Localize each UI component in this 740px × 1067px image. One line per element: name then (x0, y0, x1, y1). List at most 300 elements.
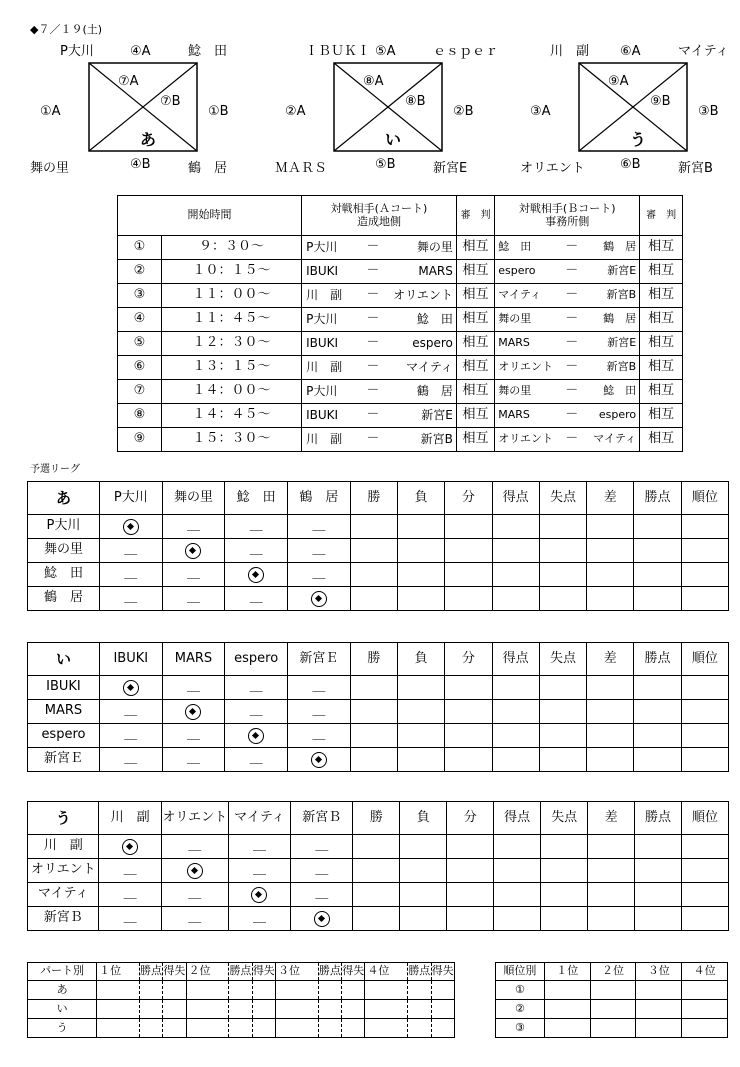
team-a2: 鶴 居 (387, 380, 456, 404)
col-start-time: 開始時間 (118, 196, 302, 236)
vs-dash: － (559, 428, 585, 452)
soccer-ball-icon (187, 863, 203, 879)
column-team: 鯰 田 (225, 482, 288, 515)
stat-cell (350, 563, 397, 587)
team-b2: 鯰 田 (585, 380, 640, 404)
row-team: MARS (28, 700, 100, 724)
team-b2: 新宮B (585, 284, 640, 308)
team-bottom-right: 鶴 居 (188, 161, 228, 176)
stat-cell (445, 724, 492, 748)
court-name: う (630, 130, 647, 149)
match-label-left: ③A (530, 104, 551, 119)
stat-cell (494, 835, 541, 859)
result-cell (228, 859, 290, 883)
diff-cell (163, 981, 186, 1000)
stat-cell (541, 835, 588, 859)
stat-cell (587, 676, 634, 700)
vs-dash: － (359, 236, 387, 260)
stat-header: 失点 (541, 802, 588, 835)
team-b1: MARS (495, 332, 559, 356)
vs-dash: － (359, 332, 387, 356)
result-cell (288, 724, 351, 748)
result-cell (225, 515, 288, 539)
stat-cell (350, 724, 397, 748)
stat-header: 勝 (350, 482, 397, 515)
team-bottom-right: 新宮E (433, 161, 468, 176)
stat-cell (492, 676, 539, 700)
team-bottom-left: ＭＡＲＳ (275, 161, 328, 176)
result-cell (225, 748, 288, 772)
referee-b: 相互 (640, 428, 683, 452)
team-b1: 舞の里 (495, 380, 559, 404)
team-b1: 舞の里 (495, 308, 559, 332)
stat-cell (350, 539, 397, 563)
rank-cell (276, 981, 319, 1000)
part-name: う (28, 1019, 97, 1038)
diff-cell (252, 1019, 275, 1038)
team-b1: espero (495, 260, 559, 284)
rank-number: ① (496, 981, 545, 1000)
diff-cell (163, 1019, 186, 1038)
vs-dash: － (359, 308, 387, 332)
team-a1: P大川 (302, 308, 359, 332)
stat-cell (634, 587, 681, 611)
stat-cell (588, 835, 635, 859)
league-table-1 (27, 481, 729, 611)
stat-cell (492, 748, 539, 772)
court-name: あ (140, 130, 157, 149)
empty-mark: ＿ (312, 727, 326, 743)
points-cell (229, 1000, 252, 1019)
stat-cell (539, 563, 586, 587)
stat-cell (587, 539, 634, 563)
empty-mark: ＿ (186, 679, 200, 695)
diff-cell (431, 1000, 455, 1019)
court-a-side: 造成地側 (356, 214, 401, 228)
court-a-label: 対戦相手(Ａコート) (330, 202, 428, 216)
match-label-top: ④A (130, 44, 151, 59)
team-a1: P大川 (302, 236, 359, 260)
points-cell (139, 981, 162, 1000)
league-row (28, 563, 729, 587)
empty-mark: ＿ (124, 727, 138, 743)
stat-cell (353, 835, 400, 859)
points-label: 勝点 (229, 963, 252, 981)
row-team: 川 副 (28, 835, 99, 859)
referee-a: 相互 (456, 260, 494, 284)
court-3 (520, 40, 730, 185)
start-time: １５：３０～ (161, 428, 301, 452)
result-cell (291, 859, 353, 883)
team-a2: espero (387, 332, 456, 356)
part-row (28, 1000, 455, 1019)
soccer-ball-icon (123, 680, 139, 696)
stat-cell (635, 835, 682, 859)
soccer-ball-icon (248, 567, 264, 583)
stat-cell (588, 883, 635, 907)
start-time: １１：４５～ (161, 308, 301, 332)
stat-header: 勝 (353, 802, 400, 835)
team-b1: 鯰 田 (495, 236, 559, 260)
league-name: い (28, 643, 100, 676)
diff-cell (431, 981, 455, 1000)
result-cell (162, 676, 225, 700)
stat-cell (682, 907, 729, 931)
referee-b: 相互 (640, 356, 683, 380)
stat-header: 順位 (681, 643, 728, 676)
result-cell (291, 835, 353, 859)
result-cell (228, 835, 290, 859)
stat-header: 差 (587, 643, 634, 676)
team-b2: 鶴 居 (585, 236, 640, 260)
points-cell (318, 981, 341, 1000)
rank-cell (276, 1019, 319, 1038)
empty-mark: ＿ (315, 862, 329, 878)
stat-cell (539, 724, 586, 748)
team-a1: 川 副 (302, 356, 359, 380)
diff-cell (431, 1019, 455, 1038)
empty-mark: ＿ (249, 590, 263, 606)
empty-mark: ＿ (312, 542, 326, 558)
referee-b: 相互 (640, 404, 683, 428)
stat-header: 失点 (539, 643, 586, 676)
column-team: 川 副 (99, 802, 161, 835)
match-label-bottom: ⑤B (375, 157, 396, 172)
rank-cell (186, 1019, 229, 1038)
diagonal-cell (228, 883, 290, 907)
team-b2: 新宮B (585, 356, 640, 380)
empty-mark: ＿ (123, 886, 137, 902)
column-team: espero (225, 643, 288, 676)
stat-cell (539, 539, 586, 563)
stat-cell (539, 700, 586, 724)
start-time: １３：１５～ (161, 356, 301, 380)
team-b1: オリエント (495, 428, 559, 452)
col-court-b (495, 196, 640, 236)
team-b2: 新宮E (585, 332, 640, 356)
empty-mark: ＿ (124, 542, 138, 558)
empty-mark: ＿ (186, 566, 200, 582)
match-label-bottom: ⑥B (620, 157, 641, 172)
soccer-ball-icon (248, 728, 264, 744)
stat-cell (681, 563, 728, 587)
empty-mark: ＿ (252, 910, 266, 926)
court-b-label: 対戦相手(Ｂコート) (518, 202, 616, 216)
stat-cell (447, 859, 494, 883)
stat-cell (492, 539, 539, 563)
col-referee-a: 審 判 (456, 196, 494, 236)
court-1 (30, 40, 240, 185)
result-cell (99, 563, 162, 587)
empty-mark: ＿ (312, 566, 326, 582)
match-label-right: ①B (208, 104, 229, 119)
stat-cell (445, 700, 492, 724)
team-top-right: マイティ (678, 44, 729, 59)
rank-cell (590, 1019, 636, 1038)
soccer-ball-icon (314, 911, 330, 927)
empty-mark: ＿ (312, 518, 326, 534)
match-label-inner-a: ⑨A (608, 74, 629, 89)
match-label-inner-a: ⑦A (118, 74, 139, 89)
stat-cell (397, 563, 444, 587)
match-number: ⑤ (118, 332, 162, 356)
empty-mark: ＿ (312, 679, 326, 695)
row-team: 新宮Ｂ (28, 907, 99, 931)
stat-cell (400, 907, 447, 931)
result-cell (225, 676, 288, 700)
result-cell (99, 724, 162, 748)
stat-cell (587, 563, 634, 587)
team-a2: マイティ (387, 356, 456, 380)
stat-header: 得点 (492, 482, 539, 515)
league-name: あ (28, 482, 100, 515)
soccer-ball-icon (123, 519, 139, 535)
empty-mark: ＿ (249, 679, 263, 695)
diff-cell (342, 1019, 365, 1038)
league-row (28, 676, 729, 700)
rank-header: ３位 (276, 963, 319, 981)
diagonal-cell (225, 724, 288, 748)
stat-header: 分 (445, 643, 492, 676)
stat-header: 分 (447, 802, 494, 835)
empty-mark: ＿ (124, 590, 138, 606)
team-a1: IBUKI (302, 260, 359, 284)
league-title: 予選リーグ (30, 464, 80, 475)
team-a1: 川 副 (302, 428, 359, 452)
team-top-left: 川 副 (550, 44, 590, 59)
row-team: P大川 (28, 515, 100, 539)
stat-header: 分 (445, 482, 492, 515)
stat-cell (587, 748, 634, 772)
match-label-inner-b: ⑦B (160, 94, 181, 109)
referee-a: 相互 (456, 356, 494, 380)
result-cell (161, 907, 228, 931)
result-cell (162, 563, 225, 587)
col-court-a (302, 196, 457, 236)
league-header (28, 482, 729, 515)
result-cell (225, 539, 288, 563)
empty-mark: ＿ (249, 703, 263, 719)
row-team: オリエント (28, 859, 99, 883)
diagonal-cell (288, 748, 351, 772)
points-label: 勝点 (408, 963, 431, 981)
empty-mark: ＿ (186, 518, 200, 534)
empty-mark: ＿ (186, 727, 200, 743)
start-time: １４：４５～ (161, 404, 301, 428)
stat-cell (539, 676, 586, 700)
empty-mark: ＿ (186, 590, 200, 606)
stat-cell (397, 724, 444, 748)
stat-cell (682, 835, 729, 859)
team-a1: IBUKI (302, 332, 359, 356)
rank-cell (590, 1000, 636, 1019)
referee-a: 相互 (456, 404, 494, 428)
empty-mark: ＿ (124, 703, 138, 719)
rank-cell (682, 1019, 728, 1038)
empty-mark: ＿ (188, 886, 202, 902)
match-label-right: ③B (698, 104, 719, 119)
schedule-row (118, 308, 683, 332)
rank-cell (276, 1000, 319, 1019)
soccer-ball-icon (185, 704, 201, 720)
result-cell (288, 515, 351, 539)
result-cell (99, 907, 161, 931)
referee-a: 相互 (456, 332, 494, 356)
schedule-row (118, 380, 683, 404)
stat-cell (634, 563, 681, 587)
rank-cell (365, 1019, 408, 1038)
stat-header: 順位 (681, 482, 728, 515)
match-label-inner-b: ⑨B (650, 94, 671, 109)
vs-dash: － (559, 404, 585, 428)
league-row (28, 724, 729, 748)
rank-cell (186, 1000, 229, 1019)
empty-mark: ＿ (188, 910, 202, 926)
league-row (28, 700, 729, 724)
stat-cell (587, 515, 634, 539)
stat-cell (492, 515, 539, 539)
stat-cell (350, 676, 397, 700)
stat-cell (447, 883, 494, 907)
stat-cell (400, 883, 447, 907)
team-a1: 川 副 (302, 284, 359, 308)
result-cell (288, 676, 351, 700)
court-2 (275, 40, 499, 185)
points-cell (229, 981, 252, 1000)
stat-cell (541, 859, 588, 883)
empty-mark: ＿ (188, 838, 202, 854)
result-cell (288, 539, 351, 563)
stat-header: 負 (397, 482, 444, 515)
referee-b: 相互 (640, 260, 683, 284)
row-team: 舞の里 (28, 539, 100, 563)
diagonal-cell (99, 515, 162, 539)
column-team: オリエント (161, 802, 228, 835)
stat-cell (397, 748, 444, 772)
result-cell (161, 883, 228, 907)
points-label: 勝点 (318, 963, 341, 981)
part-label: パート別 (28, 963, 97, 981)
stat-header: 勝点 (634, 482, 681, 515)
referee-a: 相互 (456, 380, 494, 404)
team-a2: 舞の里 (387, 236, 456, 260)
goal-diff-label: 得失 (252, 963, 275, 981)
column-team: 舞の里 (162, 482, 225, 515)
stat-cell (634, 676, 681, 700)
points-cell (318, 1019, 341, 1038)
row-team: マイティ (28, 883, 99, 907)
start-time: １４：００～ (161, 380, 301, 404)
result-cell (162, 748, 225, 772)
schedule-row (118, 356, 683, 380)
rank-header-row (496, 963, 728, 981)
row-team: 鯰 田 (28, 563, 100, 587)
points-cell (139, 1019, 162, 1038)
team-b2: マイティ (585, 428, 640, 452)
stat-cell (681, 748, 728, 772)
match-number: ① (118, 236, 162, 260)
column-team: P大川 (99, 482, 162, 515)
team-a2: オリエント (387, 284, 456, 308)
stat-cell (587, 724, 634, 748)
stat-cell (400, 859, 447, 883)
rank-col-header: ４位 (682, 963, 728, 981)
diagonal-cell (162, 700, 225, 724)
result-cell (291, 883, 353, 907)
stat-cell (445, 587, 492, 611)
start-time: １２：３０～ (161, 332, 301, 356)
rank-cell (636, 1000, 682, 1019)
stat-cell (494, 883, 541, 907)
stat-cell (539, 587, 586, 611)
soccer-ball-icon (311, 591, 327, 607)
diagonal-cell (162, 539, 225, 563)
stat-cell (539, 515, 586, 539)
league-row (28, 748, 729, 772)
vs-dash: － (559, 380, 585, 404)
stat-cell (397, 515, 444, 539)
stat-cell (681, 676, 728, 700)
vs-dash: － (559, 356, 585, 380)
points-cell (408, 1000, 431, 1019)
diff-cell (252, 1000, 275, 1019)
stat-cell (587, 700, 634, 724)
vs-dash: － (359, 380, 387, 404)
stat-header: 勝点 (634, 643, 681, 676)
league-row (28, 907, 729, 931)
goal-diff-label: 得失 (431, 963, 455, 981)
stat-cell (492, 700, 539, 724)
rank-cell (682, 981, 728, 1000)
team-a1: IBUKI (302, 404, 359, 428)
empty-mark: ＿ (249, 518, 263, 534)
referee-b: 相互 (640, 332, 683, 356)
vs-dash: － (359, 356, 387, 380)
stat-cell (681, 700, 728, 724)
stat-cell (492, 724, 539, 748)
rank-col-header: ３位 (636, 963, 682, 981)
match-label-inner-a: ⑧A (363, 74, 384, 89)
result-cell (99, 883, 161, 907)
stat-cell (587, 587, 634, 611)
rank-cell (544, 981, 590, 1000)
diagonal-cell (161, 859, 228, 883)
stat-cell (350, 587, 397, 611)
league-row (28, 587, 729, 611)
stat-cell (353, 859, 400, 883)
result-cell (225, 700, 288, 724)
stat-header: 差 (588, 802, 635, 835)
league-table-3 (27, 801, 729, 931)
league-name: う (28, 802, 99, 835)
stat-cell (445, 539, 492, 563)
start-time: １１：００～ (161, 284, 301, 308)
vs-dash: － (559, 332, 585, 356)
rank-cell (636, 1019, 682, 1038)
stat-cell (682, 859, 729, 883)
rank-row (496, 1000, 728, 1019)
result-cell (162, 587, 225, 611)
team-bottom-left: オリエント (520, 161, 585, 176)
empty-mark: ＿ (315, 886, 329, 902)
points-cell (318, 1000, 341, 1019)
court-name: い (385, 130, 402, 149)
empty-mark: ＿ (252, 862, 266, 878)
league-row (28, 859, 729, 883)
league-header (28, 643, 729, 676)
result-cell (99, 859, 161, 883)
stat-cell (397, 539, 444, 563)
